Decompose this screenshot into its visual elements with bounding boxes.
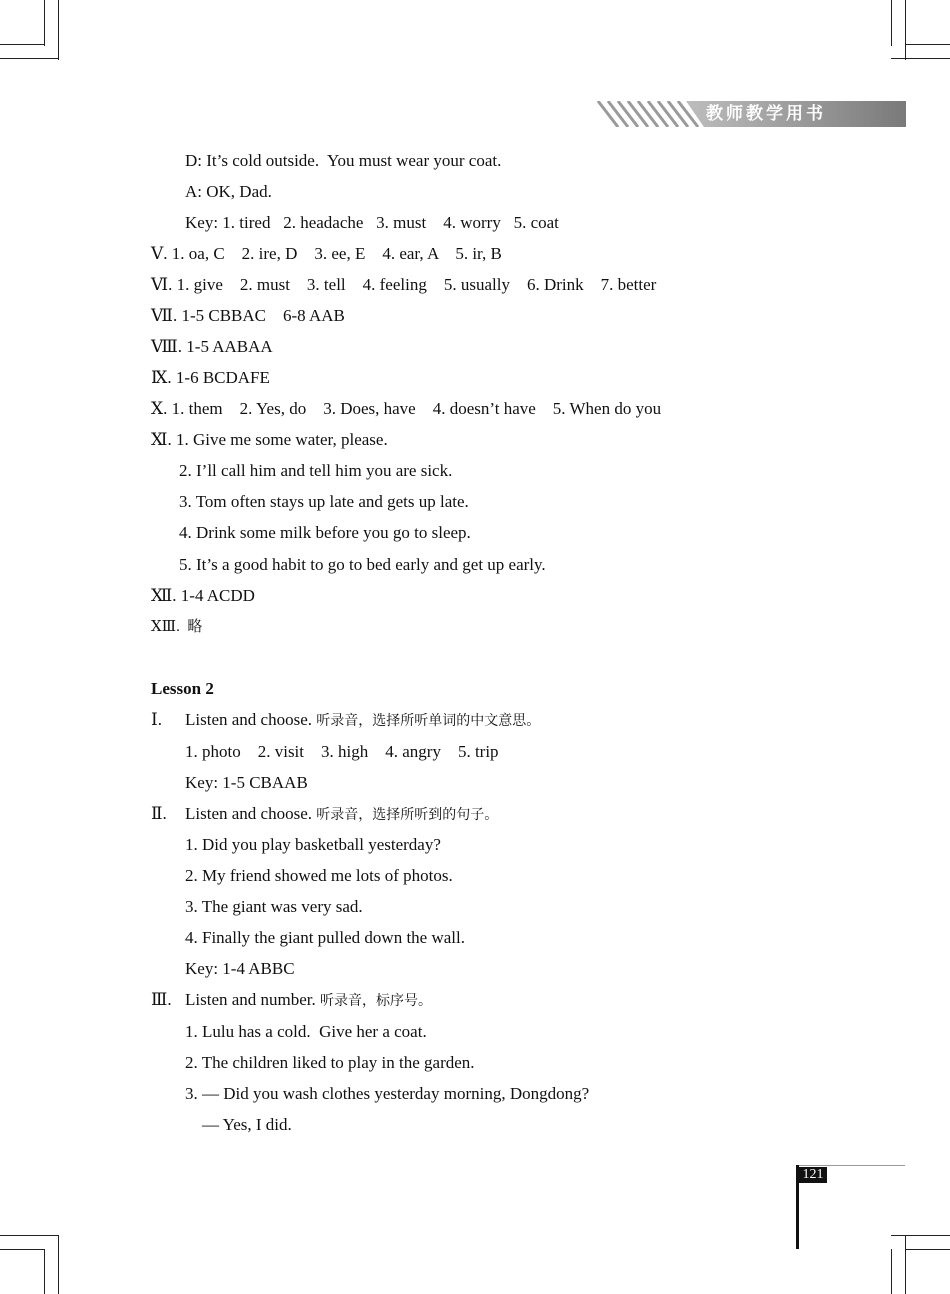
section-numeral: Ⅲ. bbox=[151, 990, 172, 1009]
crop-mark bbox=[905, 1235, 906, 1294]
text-line: 4. Drink some milk before you go to sleep. bbox=[179, 523, 471, 542]
text-line: Key: 1-5 CBAAB bbox=[185, 773, 308, 792]
text-line: Ⅹ. 1. them 2. Yes, do 3. Does, have 4. doesn’t have 5. When do you bbox=[151, 399, 662, 418]
crop-mark bbox=[891, 1249, 892, 1294]
crop-mark bbox=[0, 1235, 58, 1236]
crop-mark bbox=[906, 1249, 950, 1250]
crop-mark bbox=[44, 0, 45, 46]
text-line: Ⅴ. 1. oa, C 2. ire, D 3. ee, E 4. ear, A 5. ir, B bbox=[151, 244, 502, 263]
text-line: D: It’s cold outside. You must wear your coat. bbox=[185, 151, 502, 170]
text-line: — Yes, I did. bbox=[202, 1115, 292, 1134]
text-line bbox=[185, 989, 432, 1012]
text-line: A: OK, Dad. bbox=[185, 182, 272, 201]
crop-mark bbox=[891, 0, 892, 46]
text-line: 1. Lulu has a cold. Give her a coat. bbox=[185, 1022, 427, 1041]
crop-mark bbox=[58, 1235, 59, 1294]
text-line: 2. I’ll call him and tell him you are sick. bbox=[179, 461, 453, 480]
footer-rule bbox=[797, 1165, 905, 1166]
text-line: 3. Tom often stays up late and gets up late. bbox=[179, 492, 469, 511]
text-line: 3. The giant was very sad. bbox=[185, 897, 363, 916]
text-line: Key: 1-4 ABBC bbox=[185, 959, 295, 978]
text-line: Ⅷ. 1-5 AABAA bbox=[151, 337, 273, 356]
text-line bbox=[185, 803, 498, 826]
text-line: 5. It’s a good habit to go to bed early and get up early. bbox=[179, 555, 546, 574]
text-line: 3. — Did you wash clothes yesterday morning, Dongdong? bbox=[185, 1084, 590, 1103]
text-line bbox=[185, 709, 540, 732]
section-numeral: Ⅰ. bbox=[151, 710, 162, 729]
crop-mark bbox=[0, 44, 44, 45]
instruction-cn: 听录音，选择所听到的句子。 bbox=[316, 807, 499, 823]
lesson-heading: Lesson 2 bbox=[151, 679, 214, 698]
text-line: Ⅵ. 1. give 2. must 3. tell 4. feeling 5. usually 6. Drink 7. better bbox=[151, 275, 657, 294]
instruction-en: Listen and choose. bbox=[185, 710, 312, 729]
crop-mark bbox=[0, 1249, 44, 1250]
text-line: 4. Finally the giant pulled down the wall. bbox=[185, 928, 465, 947]
crop-mark bbox=[0, 58, 58, 59]
instruction-cn: 听录音，标序号。 bbox=[320, 993, 433, 1009]
text-line: 1. photo 2. visit 3. high 4. angry 5. trip bbox=[185, 742, 499, 761]
crop-mark bbox=[906, 44, 950, 45]
header-title: 教师教学用书 bbox=[706, 104, 826, 124]
instruction-en: Listen and choose. bbox=[185, 804, 312, 823]
text-line: Ⅻ. 1-4 ACDD bbox=[151, 586, 255, 605]
instruction-en: Listen and number. bbox=[185, 990, 316, 1009]
text-line: 2. The children liked to play in the garden. bbox=[185, 1053, 475, 1072]
crop-mark bbox=[58, 0, 59, 60]
text-line: 1. Did you play basketball yesterday? bbox=[185, 835, 441, 854]
text-line: Ⅺ. 1. Give me some water, please. bbox=[151, 430, 388, 449]
text-line: ⅩⅢ. 略 bbox=[151, 619, 203, 635]
crop-mark bbox=[905, 0, 906, 60]
crop-mark bbox=[44, 1249, 45, 1294]
text-line: 2. My friend showed me lots of photos. bbox=[185, 866, 453, 885]
section-numeral: Ⅱ. bbox=[151, 804, 167, 823]
crop-mark bbox=[891, 58, 950, 59]
text-line: Ⅸ. 1-6 BCDAFE bbox=[151, 368, 270, 387]
instruction-cn: 听录音，选择所听单词的中文意思。 bbox=[316, 713, 541, 729]
crop-mark bbox=[891, 1235, 950, 1236]
text-line: Ⅶ. 1-5 CBBAC 6-8 AAB bbox=[151, 306, 345, 325]
page-number: 121 bbox=[799, 1167, 827, 1183]
text-line: Key: 1. tired 2. headache 3. must 4. worry 5. coat bbox=[185, 213, 559, 232]
